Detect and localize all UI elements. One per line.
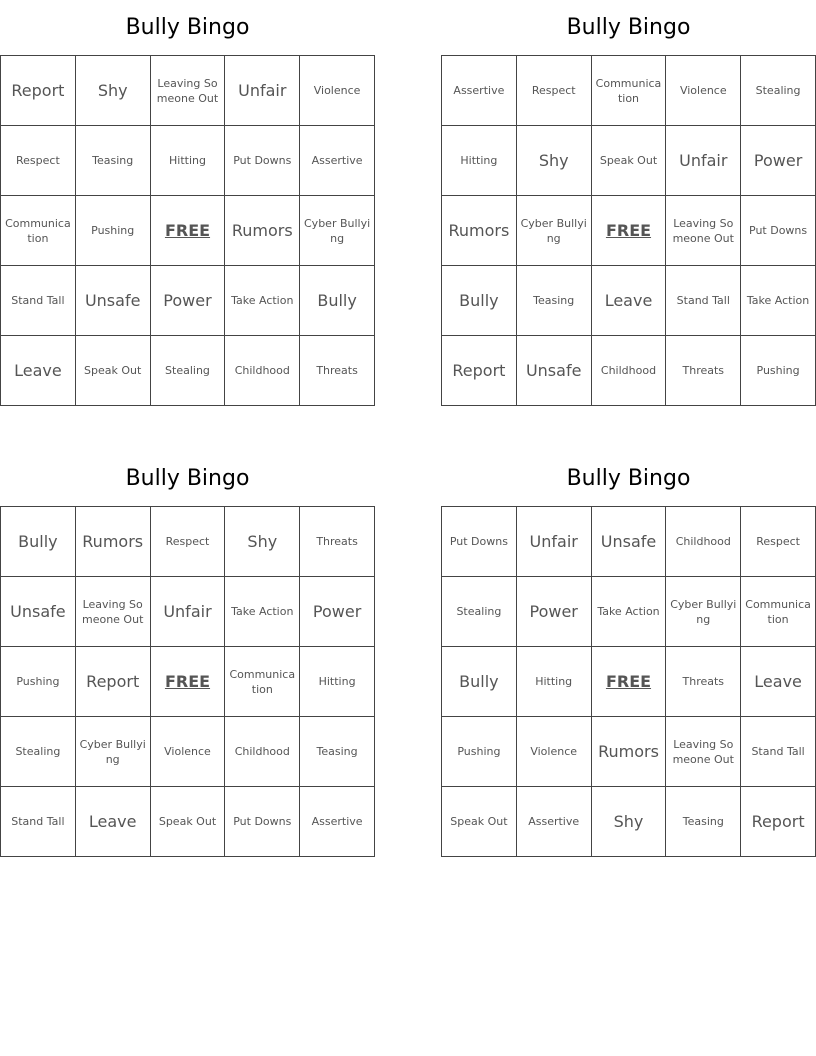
bingo-cell: Report xyxy=(442,336,517,406)
bingo-cell: Take Action xyxy=(592,577,667,647)
bingo-cell: Bully xyxy=(1,507,76,577)
card-title: Bully Bingo xyxy=(566,466,691,491)
bingo-cell: Teasing xyxy=(300,717,375,787)
bingo-cell: Respect xyxy=(741,507,816,577)
bingo-cell: Bully xyxy=(300,266,375,336)
bingo-cell: Communication xyxy=(741,577,816,647)
bingo-cell: Pushing xyxy=(442,717,517,787)
bingo-card-1 xyxy=(0,0,375,406)
bingo-cell: Power xyxy=(300,577,375,647)
bingo-cell: Threats xyxy=(300,336,375,406)
bingo-cell: Threats xyxy=(666,647,741,717)
free-space-cell: FREE xyxy=(151,647,226,717)
bingo-cell: Childhood xyxy=(225,717,300,787)
bingo-cell: Leaving Someone Out xyxy=(666,717,741,787)
bingo-cell: Threats xyxy=(666,336,741,406)
bingo-cell: Unfair xyxy=(151,577,226,647)
bingo-cell: Shy xyxy=(225,507,300,577)
bingo-grid xyxy=(0,506,375,857)
bingo-cell: Respect xyxy=(151,507,226,577)
bingo-cell: Teasing xyxy=(666,787,741,857)
bingo-cell: Communication xyxy=(1,196,76,266)
bingo-card-4 xyxy=(441,451,816,857)
bingo-cell: Speak Out xyxy=(592,126,667,196)
bingo-cell: Speak Out xyxy=(76,336,151,406)
bingo-cell: Unsafe xyxy=(517,336,592,406)
bingo-cell: Unfair xyxy=(666,126,741,196)
bingo-cell: Unsafe xyxy=(76,266,151,336)
bingo-cell: Childhood xyxy=(225,336,300,406)
bingo-cell: Stand Tall xyxy=(666,266,741,336)
bingo-cell: Put Downs xyxy=(225,126,300,196)
bingo-cell: Power xyxy=(517,577,592,647)
bingo-cell: Leaving Someone Out xyxy=(151,56,226,126)
bingo-cell: Communication xyxy=(592,56,667,126)
bingo-cell: Shy xyxy=(517,126,592,196)
bingo-cell: Leave xyxy=(592,266,667,336)
bingo-cell: Bully xyxy=(442,266,517,336)
bingo-cell: Unsafe xyxy=(592,507,667,577)
bingo-cell: Rumors xyxy=(225,196,300,266)
bingo-cell: Childhood xyxy=(592,336,667,406)
bingo-cell: Leave xyxy=(76,787,151,857)
bingo-cell: Violence xyxy=(666,56,741,126)
bingo-cell: Childhood xyxy=(666,507,741,577)
bingo-cell: Cyber Bullying xyxy=(517,196,592,266)
bingo-cell: Teasing xyxy=(76,126,151,196)
bingo-cell: Leaving Someone Out xyxy=(76,577,151,647)
bingo-cell: Stealing xyxy=(741,56,816,126)
bingo-cell: Leave xyxy=(1,336,76,406)
bingo-cell: Stand Tall xyxy=(1,787,76,857)
free-space-cell: FREE xyxy=(151,196,226,266)
bingo-card-3 xyxy=(0,451,375,857)
bingo-cell: Report xyxy=(76,647,151,717)
bingo-cell: Rumors xyxy=(442,196,517,266)
bingo-cell: Assertive xyxy=(442,56,517,126)
bingo-cell: Unsafe xyxy=(1,577,76,647)
bingo-cell: Hitting xyxy=(300,647,375,717)
bingo-cell: Violence xyxy=(517,717,592,787)
bingo-grid xyxy=(441,506,816,857)
bingo-cell: Pushing xyxy=(76,196,151,266)
card-title: Bully Bingo xyxy=(125,466,250,491)
bingo-cell: Stand Tall xyxy=(741,717,816,787)
bingo-cell: Take Action xyxy=(225,577,300,647)
bingo-cell: Hitting xyxy=(517,647,592,717)
bingo-cell: Rumors xyxy=(76,507,151,577)
bingo-cell: Assertive xyxy=(517,787,592,857)
bingo-cell: Communication xyxy=(225,647,300,717)
bingo-cell: Violence xyxy=(151,717,226,787)
bingo-cell: Assertive xyxy=(300,787,375,857)
bingo-cell: Pushing xyxy=(1,647,76,717)
bingo-cell: Take Action xyxy=(741,266,816,336)
bingo-cell: Rumors xyxy=(592,717,667,787)
card-title: Bully Bingo xyxy=(125,15,250,40)
bingo-cell: Bully xyxy=(442,647,517,717)
bingo-cell: Cyber Bullying xyxy=(666,577,741,647)
bingo-cell: Speak Out xyxy=(151,787,226,857)
bingo-cell: Violence xyxy=(300,56,375,126)
card-title: Bully Bingo xyxy=(566,15,691,40)
bingo-cell: Put Downs xyxy=(442,507,517,577)
bingo-cell: Put Downs xyxy=(741,196,816,266)
bingo-cell: Threats xyxy=(300,507,375,577)
bingo-cell: Power xyxy=(151,266,226,336)
bingo-cell: Put Downs xyxy=(225,787,300,857)
bingo-cell: Cyber Bullying xyxy=(300,196,375,266)
bingo-cell: Speak Out xyxy=(442,787,517,857)
bingo-cell: Power xyxy=(741,126,816,196)
free-space-cell: FREE xyxy=(592,647,667,717)
bingo-cell: Leaving Someone Out xyxy=(666,196,741,266)
bingo-cell: Hitting xyxy=(151,126,226,196)
bingo-cell: Stealing xyxy=(442,577,517,647)
bingo-cell: Cyber Bullying xyxy=(76,717,151,787)
bingo-grid xyxy=(0,55,375,406)
bingo-cell: Take Action xyxy=(225,266,300,336)
bingo-cell: Assertive xyxy=(300,126,375,196)
bingo-cell: Respect xyxy=(517,56,592,126)
bingo-cell: Report xyxy=(741,787,816,857)
bingo-grid xyxy=(441,55,816,406)
bingo-cell: Unfair xyxy=(225,56,300,126)
bingo-cell: Stealing xyxy=(151,336,226,406)
bingo-cell: Pushing xyxy=(741,336,816,406)
bingo-cell: Stand Tall xyxy=(1,266,76,336)
bingo-cell: Hitting xyxy=(442,126,517,196)
bingo-cell: Respect xyxy=(1,126,76,196)
bingo-cell: Stealing xyxy=(1,717,76,787)
bingo-cell: Unfair xyxy=(517,507,592,577)
free-space-cell: FREE xyxy=(592,196,667,266)
bingo-cell: Shy xyxy=(76,56,151,126)
bingo-card-2 xyxy=(441,0,816,406)
bingo-cell: Teasing xyxy=(517,266,592,336)
bingo-cell: Report xyxy=(1,56,76,126)
bingo-cell: Shy xyxy=(592,787,667,857)
bingo-cell: Leave xyxy=(741,647,816,717)
